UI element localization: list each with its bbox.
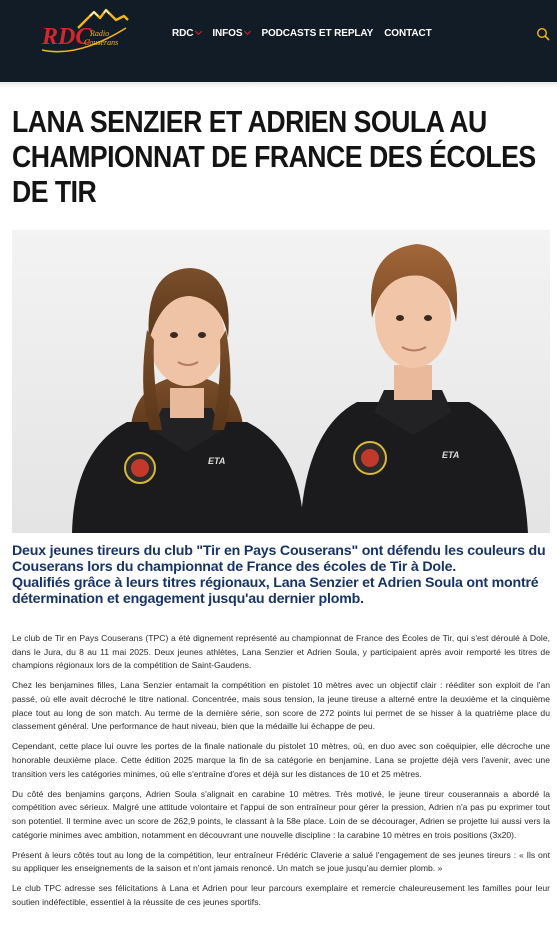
nav-item-contact[interactable]	[384, 28, 431, 39]
search-icon[interactable]	[536, 27, 550, 41]
svg-text:Radio: Radio	[90, 29, 110, 38]
article-photo	[12, 230, 550, 533]
article-title: LANA SENZIER ET ADRIEN SOULA AU CHAMPIONNAT DE FRANCE DES ÉCOLES DE TIR	[12, 104, 536, 209]
body-paragraph: Le club TPC adresse ses félicitations à Lana et Adrien pour leur parcours exemplaire et remercie chaleureusement les familles pour leur soutien indéfectible, essentiel à la réussite de ces jeunes sportifs.	[12, 883, 550, 908]
main-nav	[172, 26, 443, 40]
article-lead	[12, 543, 550, 607]
body-paragraph: Cependant, cette place lui ouvre les portes de la finale nationale du pistolet 10 mètres, où, en duo avec son coéquipier, elle décroche une honorable deuxième place. Cette édition 2025 marque la fin de sa catégorie en benjamine. Lana se projette déjà vers l'avenir, avec une transition vers les catégories minimes, où elle s'entraîne d'ores et déjà sur les distances de 10 et 25 mètres.	[12, 741, 550, 779]
photo-illustration	[12, 230, 550, 533]
body-paragraph: Du côté des benjamins garçons, Adrien Soula s'alignait en carabine 10 mètres. Très motivé, le jeune tireur couserannais a abordé la compétition avec sérieux. Malgré une attitude volontaire et l'appui de son entraîneur pour gérer la pression, Adrien n'a pas pu exprimer tout son potentiel. Il termine avec un score de 262,9 points, le classant à la 58e place. Loin de se décourager, Adrien se projette lui aussi vers la catégorie minimes avec ambition, notamment en découvrant une nouvelle discipline : la carabine 10 mètres en trois positions (3x20).	[12, 788, 550, 840]
lead-paragraph: Deux jeunes tireurs du club "Tir en Pays Couserans" ont défendu les couleurs du Couserans lors du championnat de France des écoles de Tir à Dole.	[12, 543, 546, 575]
nav-label: INFOS	[212, 27, 243, 39]
nav-item-infos[interactable]	[212, 28, 250, 39]
logo-graphic	[38, 6, 130, 56]
body-paragraph: Présent à leurs côtés tout au long de la compétition, leur entraîneur Frédéric Claverie a salué l'engagement de ses jeunes tireurs : « Ils ont su appliquer les enseignements de la saison et n'ont jamais renoncé. Un match se joue jusqu'au dernier plomb. »	[12, 849, 550, 874]
chevron-down-icon	[195, 28, 202, 35]
nav-item-podcasts[interactable]	[261, 28, 373, 39]
svg-text:ETA: ETA	[442, 450, 460, 460]
article-body	[12, 632, 550, 916]
header-divider	[0, 82, 557, 88]
body-paragraph: Chez les benjamines filles, Lana Senzier entamait la compétition en pistolet 10 mètres avec un objectif clair : rééditer son exploit de l'an passé, où elle avait décroché le titre national. Concentrée, mais sous tension, la jeune tireuse a alterné entre la deuxième et la cinquième place tout au long de son match. Au terme de la dernière série, son score de 272 points lui permet de se hisser à la quatrième place du classement général. Une performance de haut niveau, bien que la médaille lui échappe de peu.	[12, 680, 550, 732]
logo-text: RDC	[42, 24, 92, 50]
site-logo[interactable]	[38, 6, 130, 56]
chevron-down-icon	[244, 28, 251, 35]
shirt-logo: ETA	[208, 456, 226, 466]
body-paragraph: Le club de Tir en Pays Couserans (TPC) a été dignement représenté au championnat de France des Écoles de Tir, qui s'est déroulé à Dole, dans le Jura, du 8 au 11 mai 2025. Deux jeunes athlètes, Lana Senzier et Adrien Soula, y participaient après avoir remporté les titres de champions régionaux lors de la compétition de Saint-Gaudens.	[12, 633, 550, 671]
lead-paragraph: Qualifiés grâce à leurs titres régionaux, Lana Senzier et Adrien Soula ont montré détermination et engagement jusqu'au dernier plomb.	[12, 575, 539, 607]
nav-label: CONTACT	[384, 27, 432, 39]
nav-label: RDC	[172, 27, 194, 39]
nav-item-rdc[interactable]	[172, 28, 201, 39]
nav-label: PODCASTS ET REPLAY	[261, 27, 374, 39]
site-header	[0, 0, 557, 82]
svg-text:Couserans: Couserans	[84, 38, 119, 47]
